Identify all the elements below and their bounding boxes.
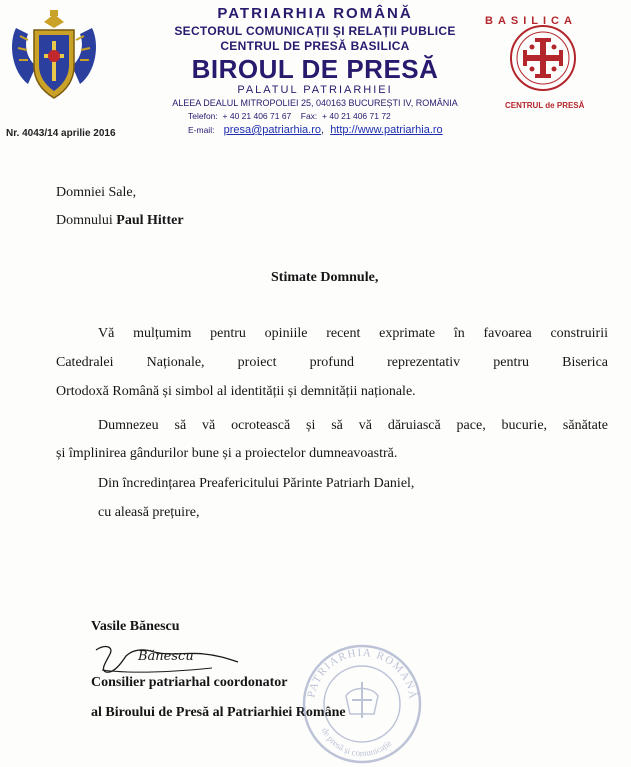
body-line: Dumnezeu să vă ocrotească și să vă dăruiască pace, bucurie, sănătate [98, 418, 608, 433]
website-link[interactable]: http://www.patriarhia.ro [330, 124, 443, 136]
phone-label: Telefon: [188, 111, 218, 121]
letterhead-office: BIROUL DE PRESĂ [191, 54, 439, 84]
body-line: Catedralei Naționale, proiect profund reprezentativ pentru Biserica [56, 355, 608, 370]
handwritten-signature [92, 640, 242, 678]
recipient-prefix: Domnului [56, 213, 113, 228]
fax-number: + 40 21 406 71 72 [322, 111, 391, 121]
body-line: și împlinirea gândurilor bune și a proiectelor dumneavoastră. [56, 446, 398, 461]
letterhead-title: PATRIARHIA ROMÂNĂ [217, 5, 413, 22]
letterhead-address: ALEEA DEALUL MITROPOLIEI 25, 040163 BUCUREȘTI IV, ROMÂNIA [172, 98, 458, 108]
stamp-bottom-text: de presă și comunicație [319, 725, 394, 759]
email-label: E-mail: [188, 125, 215, 135]
body-line: cu aleasă prețuire, [98, 505, 200, 520]
letterhead-phone-fax [188, 111, 488, 121]
signer-title-line-1: Consilier patriarhal coordonator [91, 675, 288, 690]
signature-handwriting-text: Bănescu [138, 649, 194, 664]
logo-basilica-text: BASILICA [485, 15, 577, 27]
registration-number: Nr. 4043/14 aprilie 2016 [6, 128, 116, 139]
phone-number: + 40 21 406 71 67 [222, 111, 292, 121]
stamp-top-text: PATRIARHIA ROMÂNĂ [305, 646, 419, 701]
body-line: Ortodoxă Română și simbol al identității și demnității naționale. [56, 384, 416, 399]
basilica-press-center-logo-icon [477, 14, 615, 112]
logo-press-center-text: CENTRUL de PRESĂ [505, 101, 585, 110]
email-link[interactable]: presa@patriarhia.ro [223, 124, 322, 136]
letterhead-email-row: E-mail: presa@patriarhia.ro, http://www.patriarhia.ro [188, 124, 443, 136]
signer-name: Vasile Bănescu [91, 619, 180, 634]
letterhead-center: CENTRUL DE PRESĂ BASILICA [220, 39, 410, 53]
body-line: Vă mulțumim pentru opiniile recent exprimate în favoarea construirii [98, 326, 608, 341]
body-line: Din încredințarea Preafericitului Părinte Patriarh Daniel, [98, 476, 415, 491]
recipient-line-1: Domniei Sale, [56, 185, 137, 200]
recipient-line-2 [56, 213, 184, 229]
letterhead-sector: SECTORUL COMUNICAȚII ȘI RELAȚII PUBLICE [174, 24, 456, 38]
greeting: Stimate Domnule, [271, 270, 379, 285]
official-stamp-icon [296, 642, 428, 766]
letterhead-palace: PALATUL PATRIARHIEI [237, 84, 393, 96]
fax-label: Fax: [300, 111, 318, 121]
signer-title-line-2: al Biroului de Presă al Patriarhiei Române [91, 705, 346, 720]
recipient-name: Paul Hitter [116, 213, 184, 228]
patriarchate-coat-of-arms-icon [6, 8, 102, 104]
